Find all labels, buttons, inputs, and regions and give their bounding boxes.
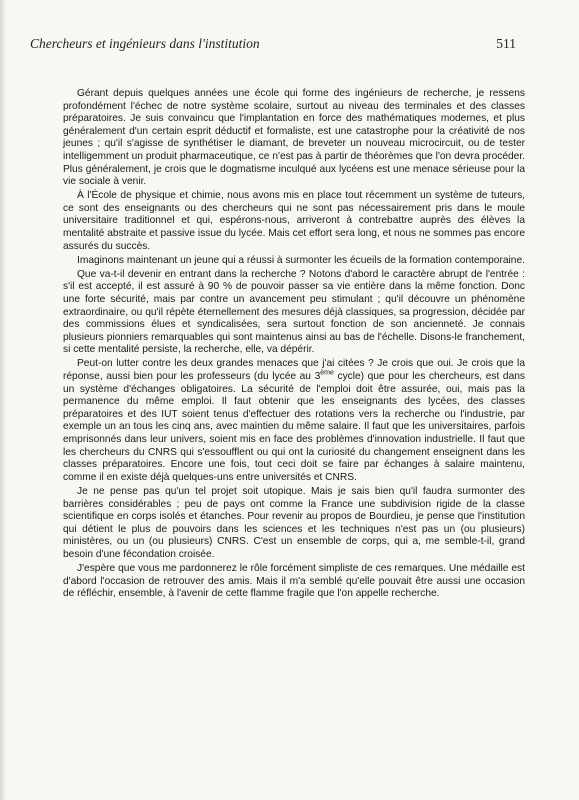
superscript-eme: ème — [320, 369, 334, 377]
paragraph-7: J'espère que vous me pardonnerez le rôle forcément simpliste de ces remarques. Une médaille est d'abord l'occasion de retrouver des amis. Mais il m'a semblé qu'elle pouvait être aussi une occasion de réfléchir, ensemble, à l'avenir de cette flamme fragile que l'on appelle recherche. — [63, 562, 525, 600]
paragraph-1: Gérant depuis quelques années une école qui forme des ingénieurs de recherche, je ressens profondément l'échec de notre système scolaire, surtout au niveau des terminales et des classes préparatoires. Je suis convaincu que l'implantation en force des mathématiques modernes, et plus généralement d'un certain esprit déductif et formaliste, est une catastrophe pour la créativité de nos jeunes ; qu'il s'agisse de synthétiser le diamant, de breveter un nouveau microcircuit, ou de tester intelligemment un produit pharmaceutique, ce n'est pas à partir de théorèmes que l'on devra procéder. Plus généralement, je crois que le dogmatisme inculqué aux lycéens est une menace sérieuse pour la vie sociale à venir. — [63, 88, 525, 188]
paragraph-3: Imaginons maintenant un jeune qui a réussi à surmonter les écueils de la formation contemporaine. — [77, 254, 525, 266]
paragraph-5 — [63, 358, 525, 484]
body-text — [63, 88, 525, 602]
paragraph-5-part-1: Peut-on lutter contre les deux grandes menaces que j'ai citées ? Je crois que oui. Je crois que la réponse, aussi bien pour les professeurs (du lycée au 3 — [63, 358, 525, 383]
header-title: Chercheurs et ingénieurs dans l'institution — [30, 36, 260, 51]
scan-edge-shadow — [0, 0, 6, 800]
running-header — [30, 36, 516, 54]
paragraph-2: À l'École de physique et chimie, nous avons mis en place tout récemment un système de tuteurs, ce sont des enseignants ou des chercheurs qui ne sont pas nécessairement pris dans le moule universitaire traditionnel et qui, espérons-nous, arriveront à contrebattre auprès des élèves la mentalité abstraite et passive issue du lycée. Mais cet effort sera long, et nous ne sommes pas encore assurés du succès. — [63, 190, 525, 252]
paragraph-4: Que va-t-il devenir en entrant dans la recherche ? Notons d'abord le caractère abrupt de l'entrée : s'il est accepté, il est assuré à 90 % de pouvoir passer sa vie entière dans la même fonction. Donc une forte sécurité, mais par contre un avancement peu stimulant ; qu'il découvre un phénomène extraordinaire, ou qu'il répète éternellement des mesures déjà classiques, sa progression, décidée par des commissions élues et syndicalisées, sera surtout fonction de son ancienneté. Je connais plusieurs pionniers remarquables qui sont maintenus ainsi au bas de l'échelle. Disons-le franchement, si cette mentalité persiste, la recherche, elle, va dépérir. — [63, 268, 525, 356]
paragraph-6: Je ne pense pas qu'un tel projet soit utopique. Mais je sais bien qu'il faudra surmonter des barrières considérables ; peu de pays ont comme la France une subdivision rigide de la classe scientifique en corps isolés et étanches. Pour revenir au propos de Bourdieu, je pense que l'institution qui détient le plus de pouvoirs dans les sciences et les techniques n'est pas un (ou plusieurs) ministères, ou un (ou plusieurs) CNRS. C'est un ensemble de corps, qui a, me semble-t-il, grand besoin d'une fécondation croisée. — [63, 485, 525, 560]
page-number: 511 — [496, 36, 516, 51]
paragraph-5-part-2: cycle) que pour les chercheurs, est dans un système d'échanges obligatoires. La sécurité de l'emploi doit être assurée, oui, mais pas la permanence du même emploi. Il faut obtenir que les enseignants des lycées, des classes préparatoires et des IUT soient tenus d'effectuer des rotations vers la recherche ou l'industrie, par exemple un an tous les cinq ans, avec maintien du même salaire. Il faut que les universitaires, parfois emprisonnés dans leur univers, soient mis en face des problèmes d'innovation industrielle. Il faut que les chercheurs du CNRS qui s'essoufflent ou qui ont la curiosité du changement enseignent dans les classes préparatoires. Encore une fois, tout ceci doit se faire par échanges à salaire maintenu, comme il en existe déjà quelques-uns entre universités et CNRS. — [63, 371, 526, 483]
